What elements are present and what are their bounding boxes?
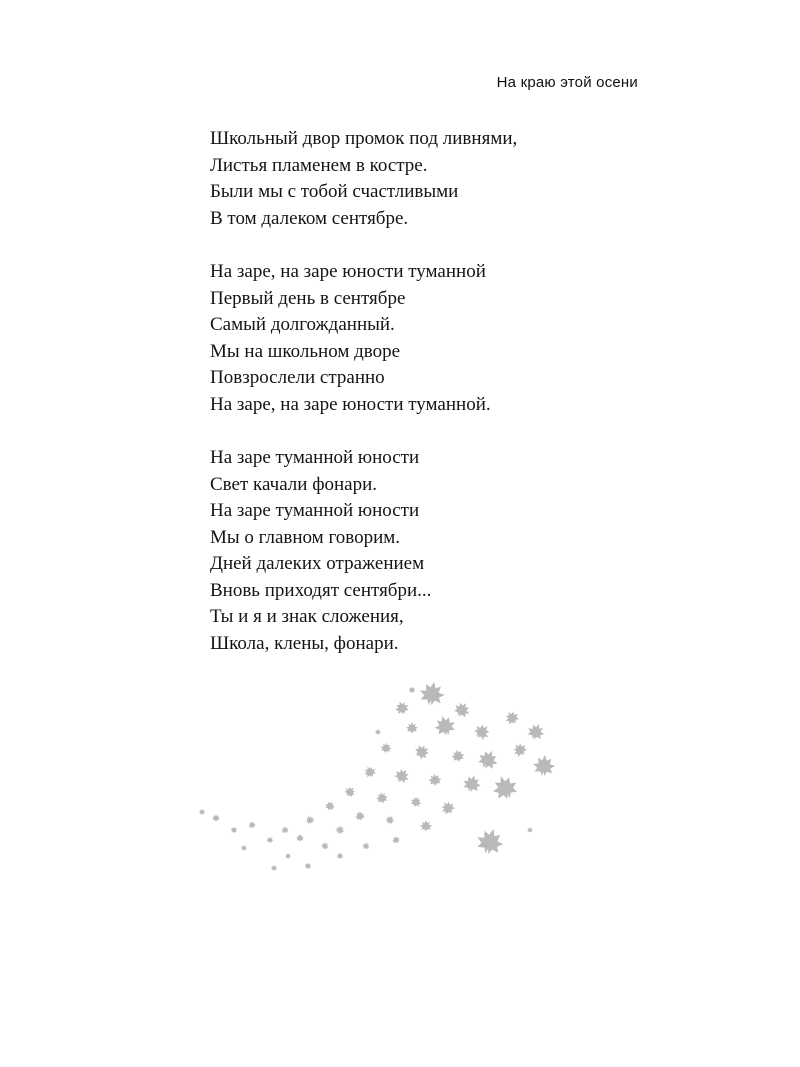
running-header: На краю этой осени bbox=[496, 74, 638, 91]
maple-leaf-icon bbox=[406, 722, 418, 733]
poem-line: Повзрослели странно bbox=[210, 367, 385, 388]
maple-leaf-icon bbox=[266, 836, 275, 845]
poem-line: Самый долгожданный. bbox=[210, 314, 395, 335]
maple-leaf-icon bbox=[270, 864, 277, 871]
maple-leaf-icon bbox=[334, 824, 346, 836]
maple-leaf-icon bbox=[438, 798, 457, 817]
maple-leaf-icon bbox=[280, 825, 289, 834]
maple-leaf-icon bbox=[428, 773, 442, 786]
maple-leaf-icon bbox=[384, 814, 396, 826]
maple-leaf-icon bbox=[489, 772, 521, 803]
maple-leaf-icon bbox=[532, 754, 556, 777]
maple-leaf-icon bbox=[240, 844, 248, 852]
maple-leaf-icon bbox=[343, 784, 358, 799]
stanza-1 bbox=[210, 126, 650, 232]
maple-leaf-icon bbox=[361, 841, 371, 850]
poem-line: Ты и я и знак сложения, bbox=[210, 606, 404, 627]
maple-leaf-icon bbox=[284, 852, 292, 859]
maple-leaf-icon bbox=[450, 748, 465, 762]
maple-leaf-icon bbox=[527, 827, 533, 833]
poem-line: Первый день в сентябре bbox=[210, 287, 406, 309]
maple-leaf-icon bbox=[420, 820, 432, 831]
poem-line: Были мы с тобой счастливыми bbox=[210, 181, 459, 202]
maple-leaf-icon bbox=[375, 729, 382, 736]
maple-leaf-icon bbox=[474, 825, 507, 857]
maple-leaf-icon bbox=[525, 721, 546, 742]
maple-leaf-icon bbox=[336, 852, 344, 859]
maple-leaf-icon bbox=[391, 835, 401, 844]
maple-leaf-icon bbox=[324, 800, 336, 812]
maple-leaf-icon bbox=[380, 742, 393, 754]
maple-leaf-icon bbox=[475, 747, 501, 773]
maple-leaf-icon bbox=[296, 834, 304, 842]
maple-leaf-icon bbox=[212, 814, 220, 822]
poem-line: На заре, на заре юности туманной bbox=[210, 261, 486, 282]
poem-line: Вновь приходят сентябри... bbox=[210, 579, 432, 601]
maple-leaf-icon bbox=[320, 840, 331, 851]
poem-line: В том далеком сентябре. bbox=[210, 207, 409, 229]
maple-leaf-icon bbox=[375, 791, 389, 804]
maple-leaf-icon bbox=[471, 721, 493, 743]
maple-leaf-icon bbox=[303, 861, 312, 870]
poem-line: На заре туманной юности bbox=[210, 500, 420, 521]
maple-leaf-icon bbox=[451, 699, 472, 720]
poem-line: Листья пламенем в костре. bbox=[210, 154, 428, 176]
maple-leaf-icon bbox=[409, 687, 416, 694]
maple-leaf-icon bbox=[412, 742, 432, 762]
poem-line: На заре, на заре юности туманной. bbox=[210, 393, 491, 415]
poem-line: Школьный двор промок под ливнями, bbox=[210, 128, 518, 149]
stanza-3 bbox=[210, 445, 650, 657]
stanza-2 bbox=[210, 259, 650, 418]
maple-leaf-icon bbox=[248, 821, 257, 829]
maple-leaf-icon bbox=[229, 825, 239, 834]
maple-leaf-icon bbox=[418, 680, 447, 707]
maple-leaf-icon bbox=[362, 764, 378, 779]
poem-line: Школа, клены, фонари. bbox=[210, 632, 399, 654]
maple-leaf-icon bbox=[502, 708, 521, 727]
maple-leaf-icon bbox=[304, 814, 316, 826]
poem-line: Дней далеких отражением bbox=[210, 553, 425, 574]
poem-line: Мы о главном говорим. bbox=[210, 526, 401, 548]
maple-leaf-icon bbox=[198, 808, 206, 816]
maple-leaves-swirl-icon bbox=[190, 680, 580, 880]
maple-leaf-icon bbox=[510, 740, 529, 759]
maple-leaf-icon bbox=[409, 795, 423, 809]
maple-leaf-icon bbox=[461, 773, 483, 794]
poem-line: На заре туманной юности bbox=[210, 447, 420, 468]
poem-line: Свет качали фонари. bbox=[210, 473, 378, 495]
poem-line: Мы на школьном дворе bbox=[210, 340, 401, 362]
maple-leaf-icon bbox=[432, 713, 457, 738]
poem-body bbox=[210, 126, 650, 684]
maple-leaf-icon bbox=[393, 699, 411, 716]
maple-leaf-icon bbox=[392, 766, 412, 786]
maple-leaf-icon bbox=[354, 810, 367, 822]
